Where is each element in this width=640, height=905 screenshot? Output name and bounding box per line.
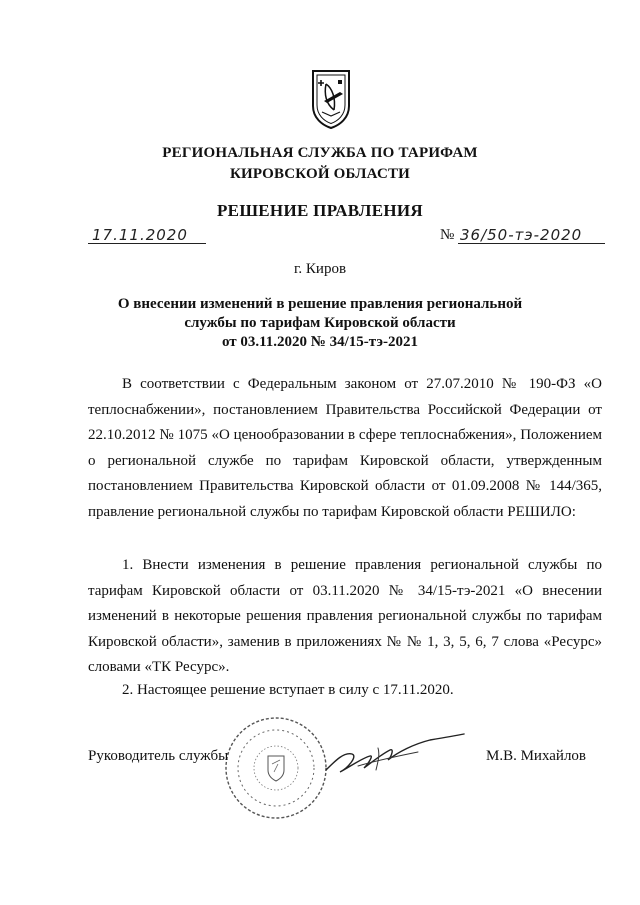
- subject-line2: службы по тарифам Кировской области: [184, 315, 456, 331]
- document-date-field: [88, 222, 206, 246]
- signatory-position: Руководитель службы: [88, 748, 229, 764]
- signatory-name: М.В. Михайлов: [486, 748, 587, 764]
- org-name-line1: РЕГИОНАЛЬНАЯ СЛУЖБА ПО ТАРИФАМ: [162, 145, 478, 161]
- decision-item-2: 2. Настоящее решение вступает в силу с 17.11.2020.: [122, 682, 454, 698]
- subject-line3: от 03.11.2020 № 34/15-тэ-2021: [221, 334, 419, 350]
- document-subject: [100, 295, 540, 352]
- subject-line1: О внесении изменений в решение правления региональной: [117, 296, 523, 312]
- kirov-coat-of-arms-icon: [310, 68, 352, 130]
- document-date: 17.11.2020: [92, 226, 188, 244]
- official-seal-icon: [222, 714, 330, 822]
- document-number: 36/50-тэ-2020: [460, 226, 583, 244]
- decision-item-1: 1. Внести изменения в решение правления региональной службы по тарифам Кировской области от 03.11.2020 № 34/15-тэ-2021 «О внесении изменений в некоторые решения правления региональной службы по тарифам Кировской области», заменив в приложениях № № 1, 3, 5, 6, 7 слова «Ресурс» словами «ТК Ресурс».: [88, 557, 602, 675]
- number-sign: №: [440, 227, 455, 243]
- document-number-field: [440, 222, 605, 246]
- handwritten-signature-icon: [318, 730, 468, 785]
- document-city: г. Киров: [293, 261, 347, 277]
- preamble-paragraph: В соответствии с Федеральным законом от 27.07.2010 № 190-ФЗ «О теплоснабжении», постановлением Правительства Российской Федерации от 22.10.2012 № 1075 «О ценообразовании в сфере теплоснабжения», Положением о региональной службе по тарифам Кировской области, утвержденным постановлением Правительства Кировской области от 01.09.2008 № 144/365, правление региональной службы по тарифам Кировской области РЕШИЛО:: [88, 376, 602, 520]
- document-type-title: РЕШЕНИЕ ПРАВЛЕНИЯ: [217, 201, 423, 220]
- org-name-line2: КИРОВСКОЙ ОБЛАСТИ: [229, 166, 411, 182]
